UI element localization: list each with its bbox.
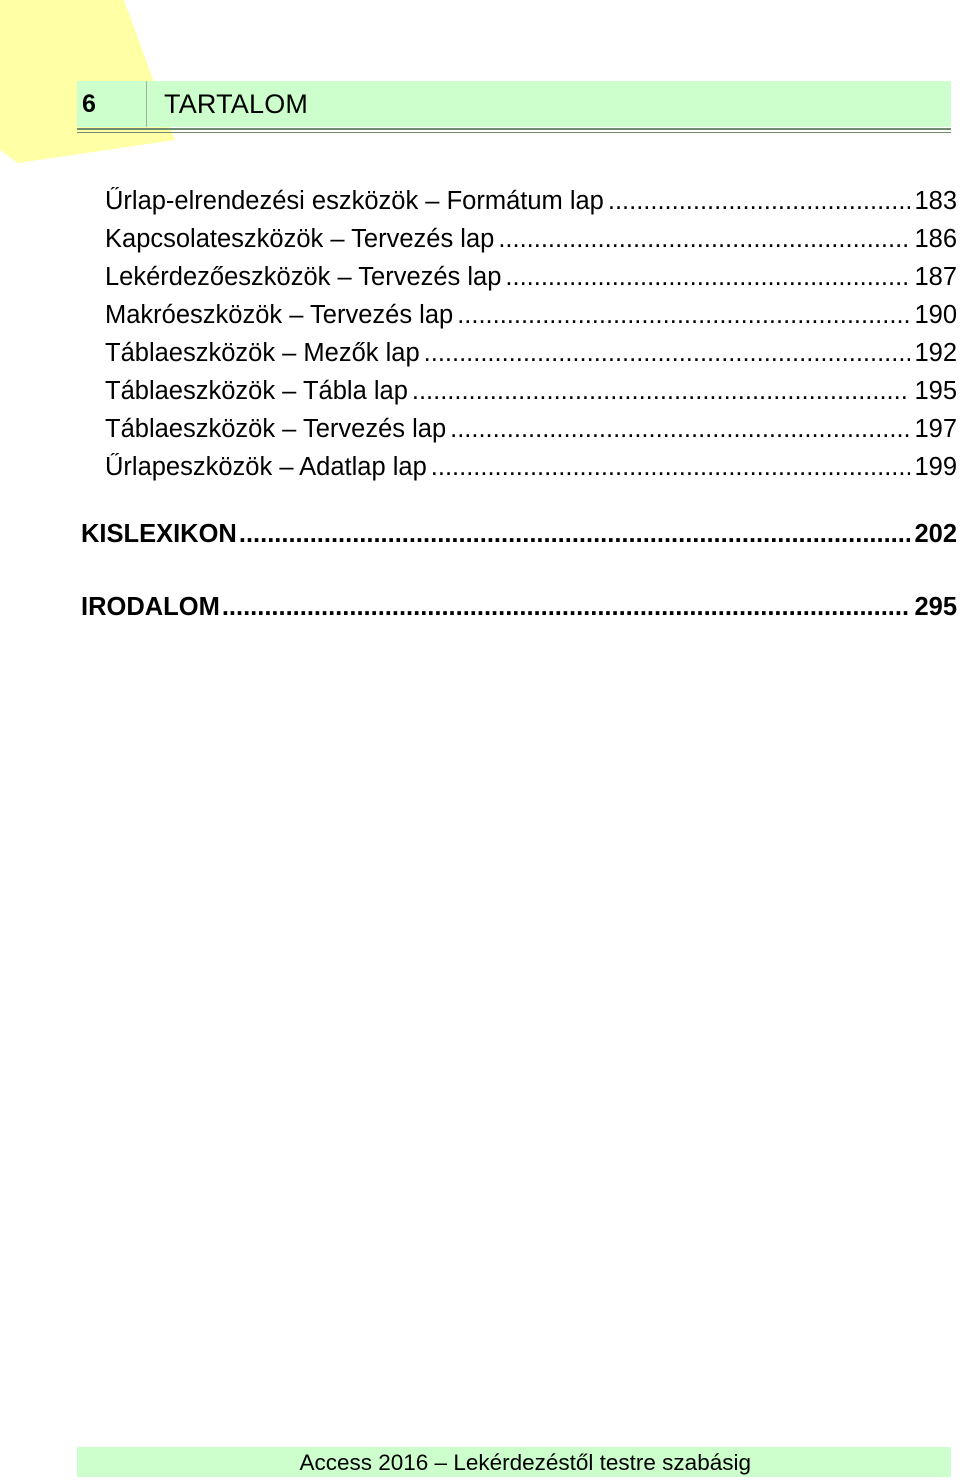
toc-entry[interactable] — [105, 415, 957, 453]
toc-chapter-page: 295 — [914, 593, 957, 621]
header-rule — [77, 132, 951, 133]
toc-chapter-kislexikon[interactable] — [81, 520, 957, 549]
toc-entry[interactable] — [105, 263, 957, 301]
toc-entry-title: Táblaeszközök – Mezők lap — [105, 339, 420, 367]
toc-entry[interactable] — [105, 301, 957, 339]
header-title: TARTALOM — [164, 88, 309, 119]
toc-entry-page: 187 — [914, 263, 957, 291]
toc-chapter-page: 202 — [914, 520, 957, 548]
footer-text: Access 2016 – Lekérdezéstől testre szabásig — [299, 1450, 751, 1475]
toc-dot-leader — [498, 225, 910, 254]
toc-entry[interactable] — [105, 377, 957, 415]
toc-chapter-title: KISLEXIKON — [81, 520, 237, 548]
toc-entry-title: Makróeszközök – Tervezés lap — [105, 301, 454, 329]
page-header — [77, 81, 951, 127]
toc-entry[interactable] — [105, 225, 957, 263]
toc-dot-leader — [450, 415, 910, 444]
toc-entry-title: Kapcsolateszközök – Tervezés lap — [105, 225, 495, 253]
toc-entry-page: 192 — [914, 339, 957, 367]
toc-dot-leader — [457, 301, 910, 330]
toc-entry-title: Űrlap-elrendezési eszközök – Formátum lap — [105, 187, 604, 215]
header-rule — [77, 128, 951, 130]
page-footer — [77, 1447, 951, 1477]
toc-entry-page: 186 — [914, 225, 957, 253]
toc-entry[interactable] — [105, 453, 957, 491]
toc-entry-title: Lekérdezőeszközök – Tervezés lap — [105, 263, 502, 291]
toc-entry-page: 190 — [914, 301, 957, 329]
toc-dot-leader — [222, 593, 911, 622]
toc-dot-leader — [431, 453, 911, 482]
toc-entry-page: 199 — [914, 453, 957, 481]
page-number: 6 — [77, 81, 147, 127]
toc-dot-leader — [608, 187, 911, 216]
toc-entry[interactable] — [105, 339, 957, 377]
toc-chapter-title: IRODALOM — [81, 593, 220, 621]
toc-dot-leader — [239, 520, 911, 549]
toc-entry-title: Űrlapeszközök – Adatlap lap — [105, 453, 427, 481]
toc-dot-leader — [424, 339, 911, 368]
toc-entry-page: 195 — [914, 377, 957, 405]
toc-chapter-irodalom[interactable] — [81, 593, 957, 622]
toc-dot-leader — [412, 377, 911, 406]
toc-entry-page: 197 — [914, 415, 957, 443]
toc-dot-leader — [505, 263, 910, 292]
toc-entry[interactable] — [105, 187, 957, 225]
toc-entry-title: Táblaeszközök – Tábla lap — [105, 377, 408, 405]
toc-entry-title: Táblaeszközök – Tervezés lap — [105, 415, 447, 443]
toc-entry-page: 183 — [914, 187, 957, 215]
toc-list — [105, 187, 957, 491]
